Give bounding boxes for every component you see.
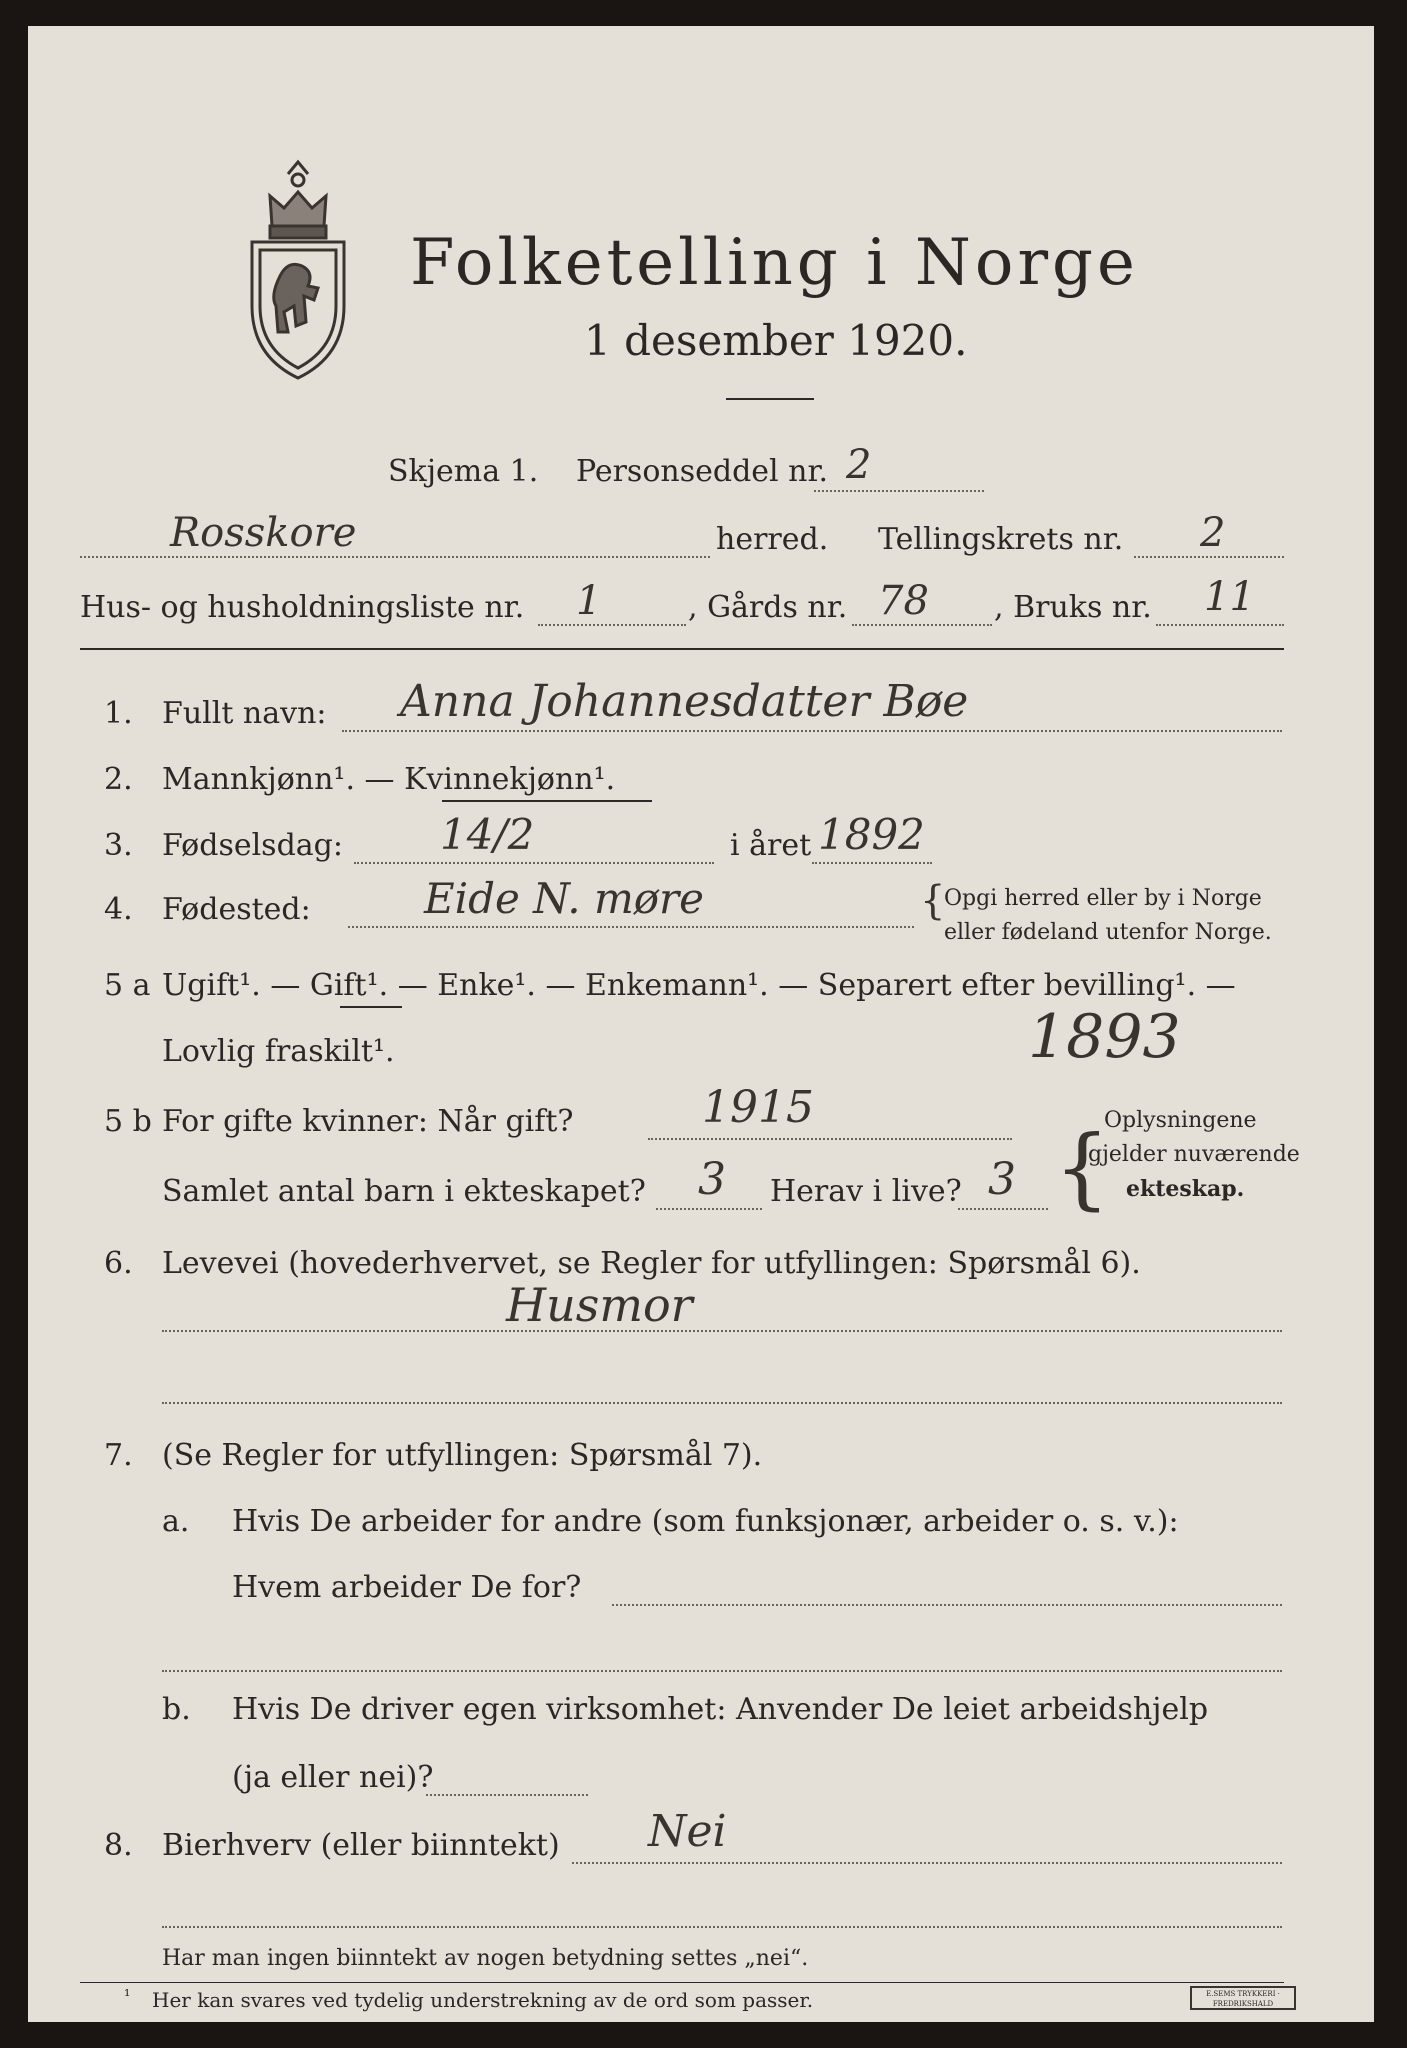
q6-number: 6. [104,1246,133,1281]
marriage-year-value: 1915 [702,1082,814,1133]
marriage-year-field[interactable] [648,1138,1012,1140]
employer-field-2[interactable] [162,1670,1282,1672]
census-form-sheet [28,26,1374,2022]
herred-field[interactable] [80,556,710,558]
footnote-text: Her kan svares ved tydelig understrekning av de ord som passer. [152,1988,814,2012]
tellingskrets-value: 2 [1200,510,1226,556]
personseddel-field[interactable] [814,490,984,492]
herred-value: Rosskore [170,510,357,556]
q2-number: 2. [104,762,133,797]
footnote-mark: ¹ [124,1986,131,2005]
birthplace-value: Eide N. møre [424,874,704,923]
sex-options[interactable]: Mannkjønn¹. — Kvinnekjønn¹. [162,762,616,797]
q7b-text2: (ja eller nei)? [232,1760,434,1795]
alive-field[interactable] [958,1208,1048,1210]
marital-underline [340,1006,402,1008]
skjema-label: Skjema 1. [388,454,539,489]
children-field[interactable] [656,1208,762,1210]
marital-status-options[interactable]: Ugift¹. — Gift¹. — Enke¹. — Enkemann¹. — Separert efter bevilling¹. — [162,968,1236,1003]
gards-value: 78 [878,578,929,624]
q4-note-brace: { [920,878,946,924]
sex-underline [442,800,652,802]
printer-stamp: E.SEMS TRYKKERI · FREDRIKSHALD [1190,1986,1296,2010]
q1-number: 1. [104,696,133,731]
q4-note-line1: Opgi herred eller by i Norge [944,886,1262,911]
q3-number: 3. [104,828,133,863]
q4-note-line2: eller fødeland utenfor Norge. [944,920,1272,945]
q7a-text: Hvis De arbeider for andre (som funksjonær, arbeider o. s. v.): [232,1504,1179,1539]
q7-label: (Se Regler for utfyllingen: Spørsmål 7). [162,1438,763,1473]
tellingskrets-field[interactable] [1134,556,1284,558]
hus-value: 1 [576,578,602,624]
form-date: 1 desember 1920. [584,316,968,365]
q5b-note-line1: Oplysningene [1104,1108,1257,1133]
herred-label: herred. [716,522,829,557]
side-income-field[interactable] [572,1862,1282,1864]
coat-of-arms-icon [244,156,352,382]
personseddel-label: Personseddel nr. [576,454,829,489]
q7b-letter: b. [162,1692,191,1727]
tellingskrets-label: Tellingskrets nr. [878,522,1124,557]
q5a-number: 5 a [104,968,151,1003]
hus-field[interactable] [538,624,686,626]
q7-number: 7. [104,1438,133,1473]
birth-year-label: i året [730,828,812,863]
q8-note: Har man ingen biinntekt av nogen betydning settes „nei“. [162,1946,809,1971]
side-income-value: Nei [648,1806,727,1857]
q8-number: 8. [104,1828,133,1863]
full-name-value: Anna Johannesdatter Bøe [400,676,969,727]
marital-status-options-2[interactable]: Lovlig fraskilt¹. [162,1034,395,1069]
q5b-note-line2: gjelder nuværende [1088,1142,1300,1167]
bruks-label: , Bruks nr. [994,590,1152,625]
hus-label: Hus- og husholdningsliste nr. [80,590,525,625]
side-income-field-2[interactable] [162,1926,1282,1928]
birth-year-value: 1892 [818,810,925,859]
personseddel-value: 2 [846,442,872,488]
q1-label: Fullt navn: [162,696,327,731]
footer-rule [80,1982,1284,1983]
q8-label: Bierhverv (eller biinntekt) [162,1828,560,1863]
bruks-value: 11 [1204,574,1255,620]
gards-field[interactable] [852,624,992,626]
full-name-field[interactable] [342,730,1282,732]
q3-label: Fødselsdag: [162,828,343,863]
q7b-text: Hvis De driver egen virksomhet: Anvender De leiet arbeidshjelp [232,1692,1209,1727]
children-label: Samlet antal barn i ekteskapet? [162,1174,646,1209]
q4-label: Fødested: [162,892,311,927]
q7a-text2: Hvem arbeider De for? [232,1570,582,1605]
gards-label: , Gårds nr. [688,590,848,625]
occupation-value: Husmor [506,1278,693,1332]
form-title: Folketelling i Norge [410,226,1139,300]
birthday-field[interactable] [354,862,714,864]
q5b-note-brace: { [1054,1116,1110,1219]
q7a-letter: a. [162,1504,190,1539]
birthplace-field[interactable] [348,926,914,928]
alive-label: Herav i live? [770,1174,962,1209]
occupation-field-2[interactable] [162,1402,1282,1404]
alive-value: 3 [988,1154,1016,1205]
employer-field[interactable] [612,1604,1282,1606]
margin-note: 1893 [1028,1002,1181,1072]
children-value: 3 [698,1154,726,1205]
q4-number: 4. [104,892,133,927]
bruks-field[interactable] [1156,624,1284,626]
header-rule [80,648,1284,650]
hired-help-field[interactable] [426,1794,588,1796]
birth-year-field[interactable] [812,862,932,864]
q6-label: Levevei (hovederhvervet, se Regler for utfyllingen: Spørsmål 6). [162,1246,1141,1281]
q5b-number: 5 b [104,1104,152,1139]
q5b-note-line3: ekteskap. [1126,1176,1245,1202]
title-divider [726,398,814,400]
q5b-label: For gifte kvinner: Når gift? [162,1104,574,1139]
occupation-field[interactable] [162,1330,1282,1332]
birthday-value: 14/2 [440,810,535,859]
